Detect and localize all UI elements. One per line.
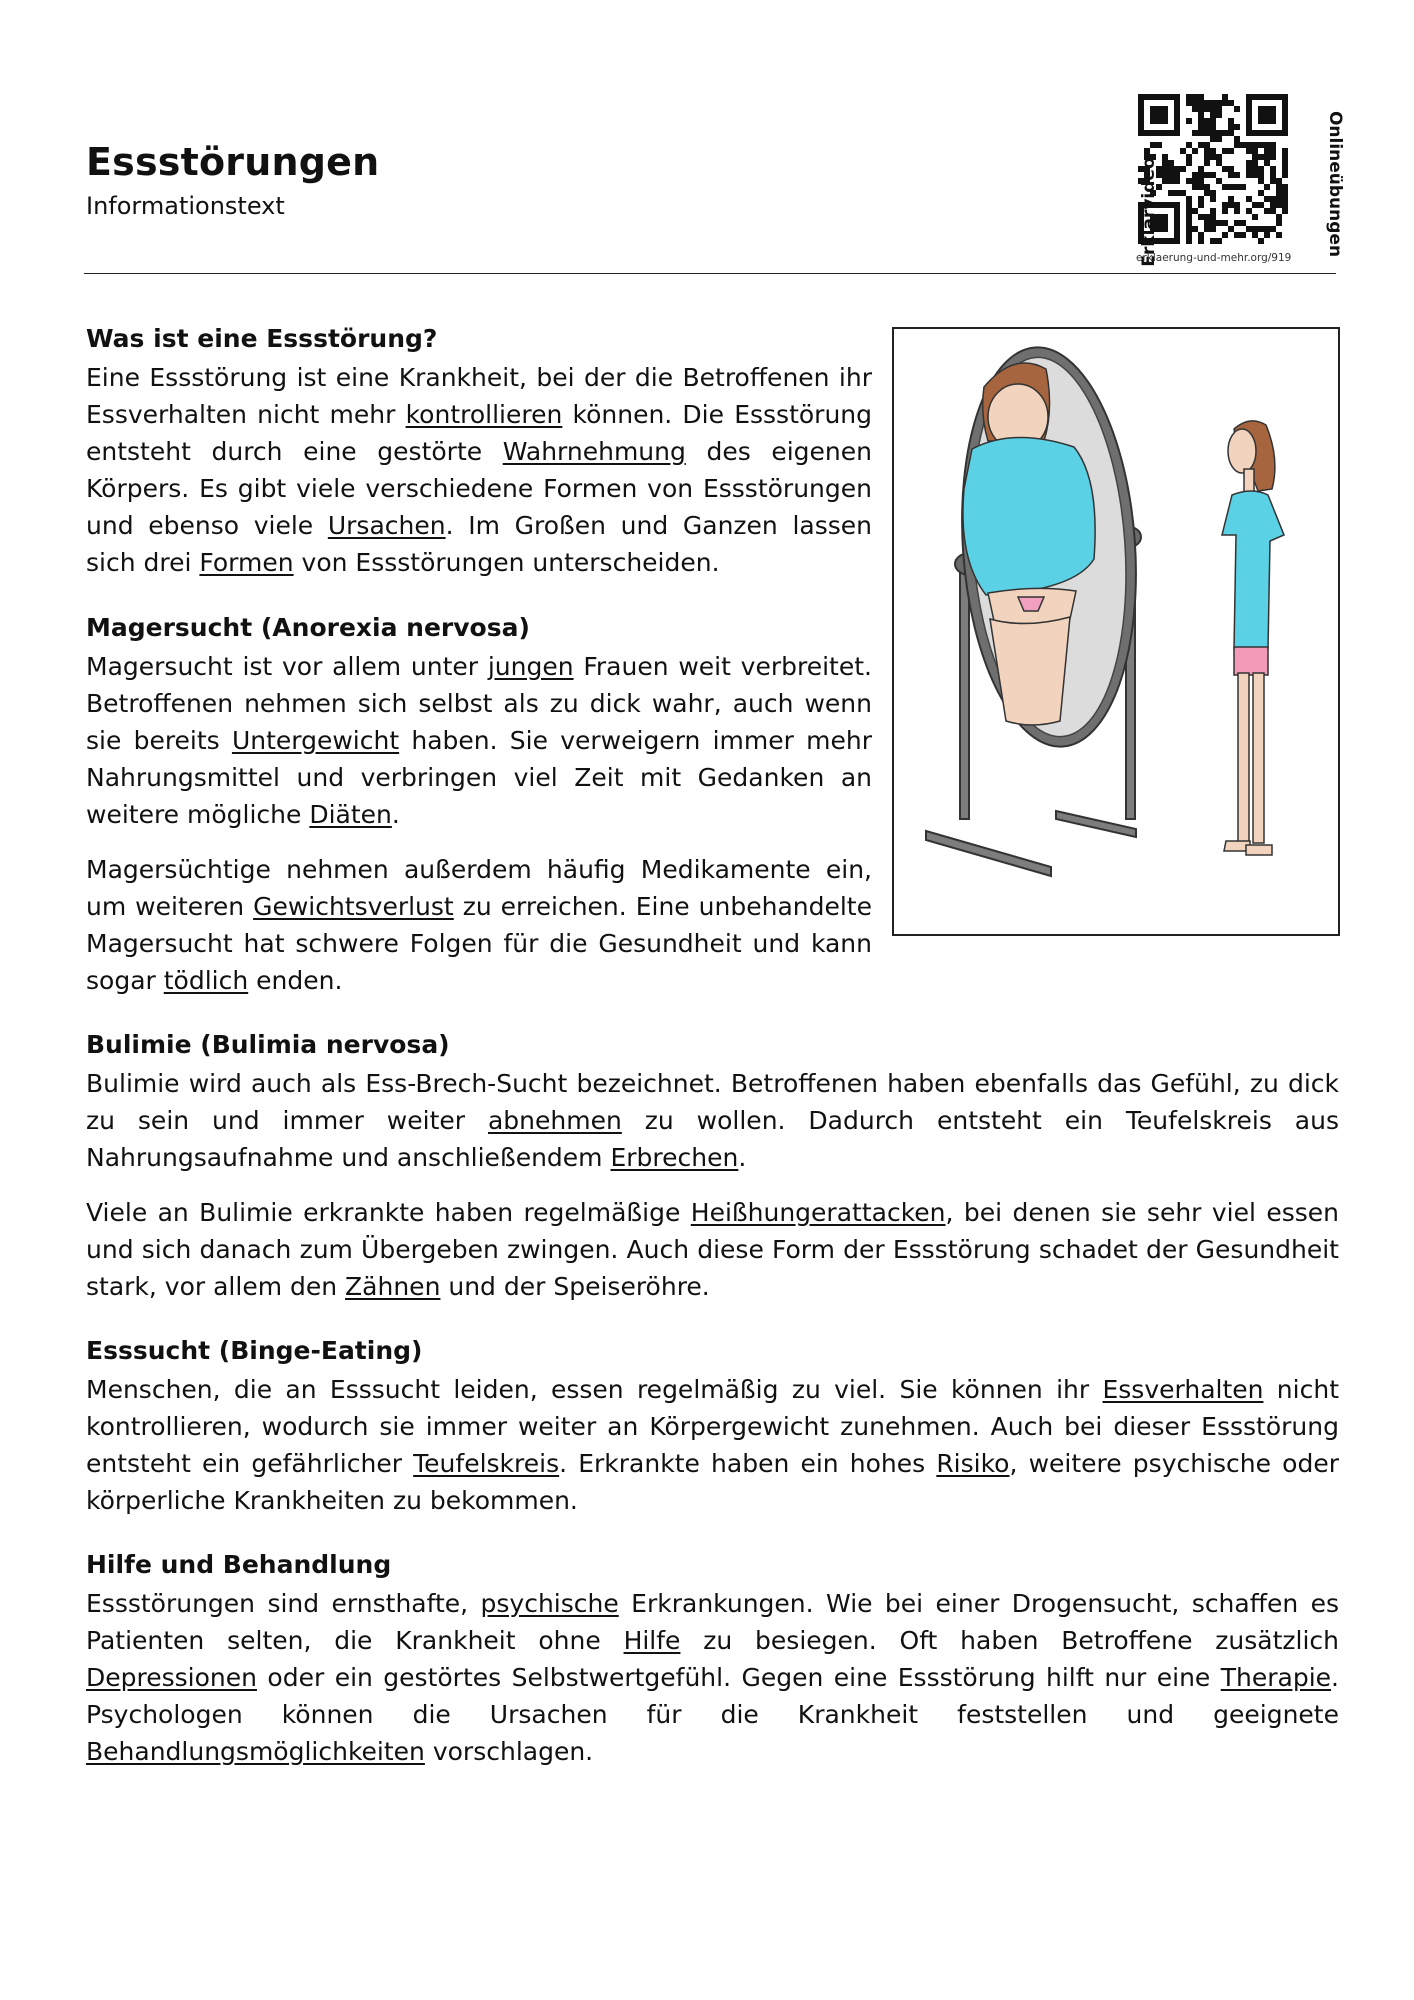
keyword: Therapie bbox=[1220, 1663, 1332, 1692]
header-divider bbox=[84, 273, 1336, 274]
section-paragraph: Viele an Bulimie erkrankte haben regelmäßige Heißhungerattacken, bei denen sie sehr viel essen und sich danach zum Übergeben zwingen. Auch diese Form der Essstörung schadet der Gesundheit stark, vor allem den Zähnen und der Speiseröhre. bbox=[86, 1198, 1339, 1301]
girl-in-mirror-illustration bbox=[892, 327, 1340, 936]
section-paragraph: Menschen, die an Esssucht leiden, essen regelmäßig zu viel. Sie können ihr Essverhalten nicht kontrollieren, wodurch sie immer weiter an Körpergewicht zunehmen. Auch bei dieser Essstörung entsteht ein gefährlicher Teufelskreis. Erkrankte haben ein hohes Risiko, weitere psychische oder körperliche Krankheiten zu bekommen. bbox=[86, 1375, 1339, 1515]
keyword: Wahrnehmung bbox=[502, 437, 686, 466]
keyword: Zähnen bbox=[345, 1272, 441, 1301]
section-heading: Was ist eine Essstörung? bbox=[86, 324, 438, 353]
section-binge-eating bbox=[86, 1334, 1339, 1519]
section-heading: Bulimie (Bulimia nervosa) bbox=[86, 1030, 450, 1059]
keyword: jungen bbox=[487, 652, 574, 681]
keyword: Untergewicht bbox=[231, 726, 400, 755]
qr-block bbox=[1096, 92, 1345, 267]
section-heading: Esssucht (Binge-Eating) bbox=[86, 1336, 423, 1365]
keyword: psychische bbox=[480, 1589, 619, 1618]
keyword: Formen bbox=[199, 548, 294, 577]
keyword: Diäten bbox=[309, 800, 392, 829]
page-subtitle: Informationstext bbox=[86, 192, 285, 220]
section-paragraph: Bulimie wird auch als Ess-Brech-Sucht bezeichnet. Betroffenen haben ebenfalls das Gefühl, zu dick zu sein und immer weiter abnehmen zu wollen. Dadurch entsteht ein Teufelskreis aus Nahrungsaufnahme und anschließendem Erbrechen. bbox=[86, 1069, 1339, 1172]
keyword: Heißhungerattacken bbox=[690, 1198, 946, 1227]
section-anorexia bbox=[86, 611, 872, 999]
section-paragraph: Magersüchtige nehmen außerdem häufig Medikamente ein, um weiteren Gewichtsverlust zu erreichen. Eine unbehandelte Magersucht hat schwere Folgen für die Gesundheit und kann sogar tödlich enden. bbox=[86, 855, 872, 995]
section-help bbox=[86, 1548, 1339, 1770]
section-heading: Hilfe und Behandlung bbox=[86, 1550, 392, 1579]
section-bulimia bbox=[86, 1028, 1339, 1305]
qr-label-exercises: Onlineübungen bbox=[1325, 110, 1345, 258]
keyword: Essverhalten bbox=[1102, 1375, 1264, 1404]
qr-label-video: Erklärvideo bbox=[1139, 157, 1159, 267]
section-paragraph: Magersucht ist vor allem unter jungen Frauen weit verbreitet. Betroffenen nehmen sich selbst als zu dick wahr, auch wenn sie bereits Untergewicht haben. Sie verweigern immer mehr Nahrungsmittel und verbringen viel Zeit mit Gedanken an weitere mögliche Diäten. bbox=[86, 652, 872, 829]
section-what-is bbox=[86, 322, 872, 581]
keyword: Erbrechen bbox=[610, 1143, 739, 1172]
qr-code-icon[interactable] bbox=[1138, 94, 1288, 244]
keyword: Depressionen bbox=[86, 1663, 257, 1692]
qr-url[interactable]: erklaerung-und-mehr.org/919 bbox=[1136, 252, 1292, 264]
keyword: Ursachen bbox=[327, 511, 446, 540]
keyword: kontrollieren bbox=[405, 400, 563, 429]
section-heading: Magersucht (Anorexia nervosa) bbox=[86, 613, 530, 642]
keyword: Teufelskreis bbox=[413, 1449, 560, 1478]
section-paragraph: Essstörungen sind ernsthafte, psychische Erkrankungen. Wie bei einer Drogensucht, schaffen es Patienten selten, die Krankheit ohne Hilfe zu besiegen. Oft haben Betroffene zusätzlich Depressionen oder ein gestörtes Selbstwertgefühl. Gegen eine Essstörung hilft nur eine Therapie. Psychologen können die Ursachen für die Krankheit feststellen und geeignete Behandlungsmöglichkeiten vorschlagen. bbox=[86, 1589, 1339, 1766]
keyword: Gewichtsverlust bbox=[253, 892, 454, 921]
keyword: abnehmen bbox=[487, 1106, 622, 1135]
keyword: Behandlungsmöglichkeiten bbox=[86, 1737, 425, 1766]
keyword: Risiko bbox=[936, 1449, 1010, 1478]
girl-in-mirror-icon bbox=[894, 329, 1338, 934]
page-title: Essstörungen bbox=[86, 140, 380, 184]
keyword: Hilfe bbox=[623, 1626, 681, 1655]
section-paragraph: Eine Essstörung ist eine Krankheit, bei der die Betroffenen ihr Essverhalten nicht mehr kontrollieren können. Die Essstörung entsteht durch eine gestörte Wahrnehmung des eigenen Körpers. Es gibt viele verschiedene Formen von Essstörungen und ebenso viele Ursachen. Im Großen und Ganzen lassen sich drei Formen von Essstörungen unterscheiden. bbox=[86, 363, 872, 577]
keyword: tödlich bbox=[163, 966, 249, 995]
